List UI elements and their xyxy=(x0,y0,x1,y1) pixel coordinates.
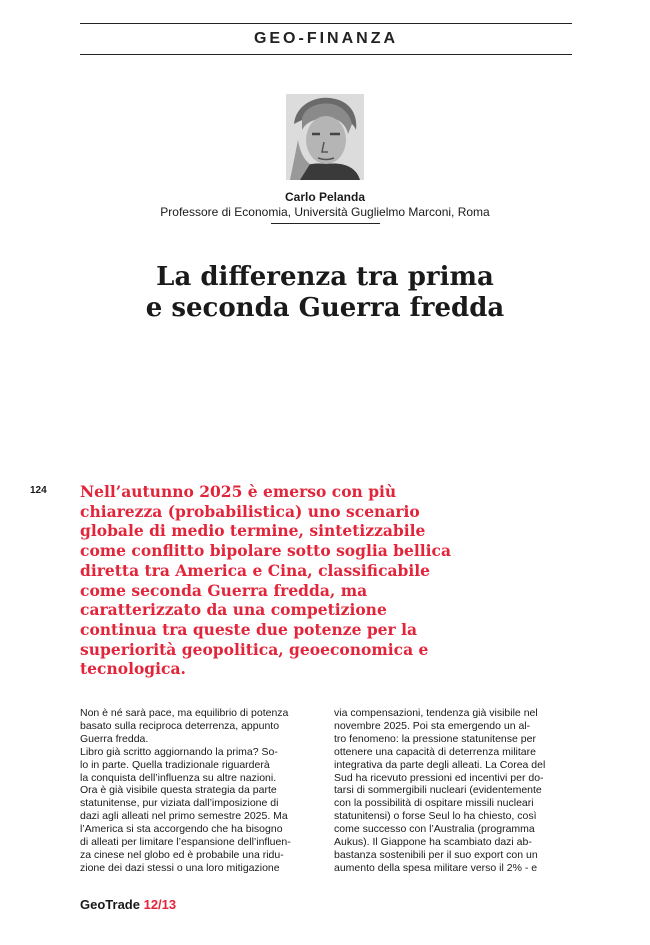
body-line: integrativa da parte degli alleati. La Corea del xyxy=(334,758,546,771)
headline-line: e seconda Guerra fredda xyxy=(145,293,505,323)
body-line: lo in parte. Quella tradizionale riguarderà xyxy=(80,758,270,771)
lead-line: caratterizzato da una competizione xyxy=(80,600,387,620)
body-line: dazi agli alleati nel primo semestre 2025. Ma xyxy=(80,810,288,823)
body-line: con la possibilità di ospitare missili nucleari xyxy=(334,797,534,810)
lead-line: come seconda Guerra fredda, ma xyxy=(80,580,368,600)
lead-line: continua tra queste due potenze per la xyxy=(80,619,418,639)
lead-line: Nell’autunno 2025 è emerso con più xyxy=(80,482,397,501)
body-line: novembre 2025. Poi sta emergendo un al- xyxy=(334,719,531,732)
body-line: za cinese nel globo ed è probabile una ridu- xyxy=(80,848,284,861)
body-line: tro fenomeno: la pressione statunitense per xyxy=(334,732,536,745)
body-line: Non è né sarà pace, ma equilibrio di potenza xyxy=(80,707,289,719)
body-column-left xyxy=(80,707,318,875)
body-line: Aukus). Il Giappone ha scambiato dazi ab- xyxy=(334,836,532,849)
body-line: ottenere una capacità di deterrenza militare xyxy=(334,745,536,758)
body-line: Sud ha ricevuto pressioni ed incentivi per do- xyxy=(334,771,544,784)
header-rule-bottom xyxy=(80,54,572,55)
section-label: GEO-FINANZA xyxy=(253,30,399,47)
lead-line: tecnologica. xyxy=(80,659,186,679)
article-lead xyxy=(80,482,460,679)
body-line: aumento della spesa militare verso il 2% - e xyxy=(334,861,538,874)
body-column-right xyxy=(334,707,572,875)
author-role: Professore di Economia, Università Guglielmo Marconi, Roma xyxy=(160,205,490,219)
body-line: Libro già scritto aggiornando la prima? So- xyxy=(80,745,278,758)
lead-line: come conflitto bipolare sotto soglia bellica xyxy=(80,541,452,561)
author-divider xyxy=(271,223,380,224)
body-line: di alleati per limitare l’espansione dell’influen- xyxy=(80,836,291,849)
author-name: Carlo Pelanda xyxy=(284,190,366,204)
body-line: zione dei dazi stessi o una loro mitigazione xyxy=(80,861,280,874)
author-photo-image xyxy=(286,94,364,180)
body-line: come successo con l’Australia (programma xyxy=(334,823,535,836)
headline-line: La differenza tra prima xyxy=(156,262,494,292)
body-line: statunitensi) o forse Seul lo ha chiesto, così xyxy=(334,810,537,823)
lead-line: chiarezza (probabilistica) uno scenario xyxy=(80,501,420,521)
magazine-brand: GeoTrade xyxy=(80,897,140,912)
body-line: tarsi di sommergibili nucleari (evidentemente xyxy=(334,784,542,797)
lead-line: superiorità geopolitica, geoeconomica e xyxy=(80,639,429,659)
issue-number: 12/13 xyxy=(143,897,177,912)
page-number: 124 xyxy=(30,485,47,496)
author-photo xyxy=(286,94,364,180)
body-line: la conquista dell’influenza su altre nazioni. xyxy=(80,771,277,784)
body-line: l’America si sta accorgendo che ha bisogno xyxy=(80,823,283,836)
article-headline xyxy=(0,262,650,324)
body-line: statunitense, pur viziata dall’imposizione di xyxy=(80,797,279,810)
body-line: Ora è già visibile questa strategia da parte xyxy=(80,784,277,797)
lead-line: diretta tra America e Cina, classificabile xyxy=(80,560,431,580)
footer-magazine xyxy=(80,897,176,912)
header-rule-top xyxy=(80,23,572,24)
body-line: via compensazioni, tendenza già visibile nel xyxy=(334,707,538,719)
body-line: bastanza sostenibili per il suo export con un xyxy=(334,848,538,861)
body-line: Guerra fredda. xyxy=(80,732,149,745)
lead-line: globale di medio termine, sintetizzabile xyxy=(80,521,426,541)
body-line: basato sulla reciproca deterrenza, appunto xyxy=(80,719,280,732)
